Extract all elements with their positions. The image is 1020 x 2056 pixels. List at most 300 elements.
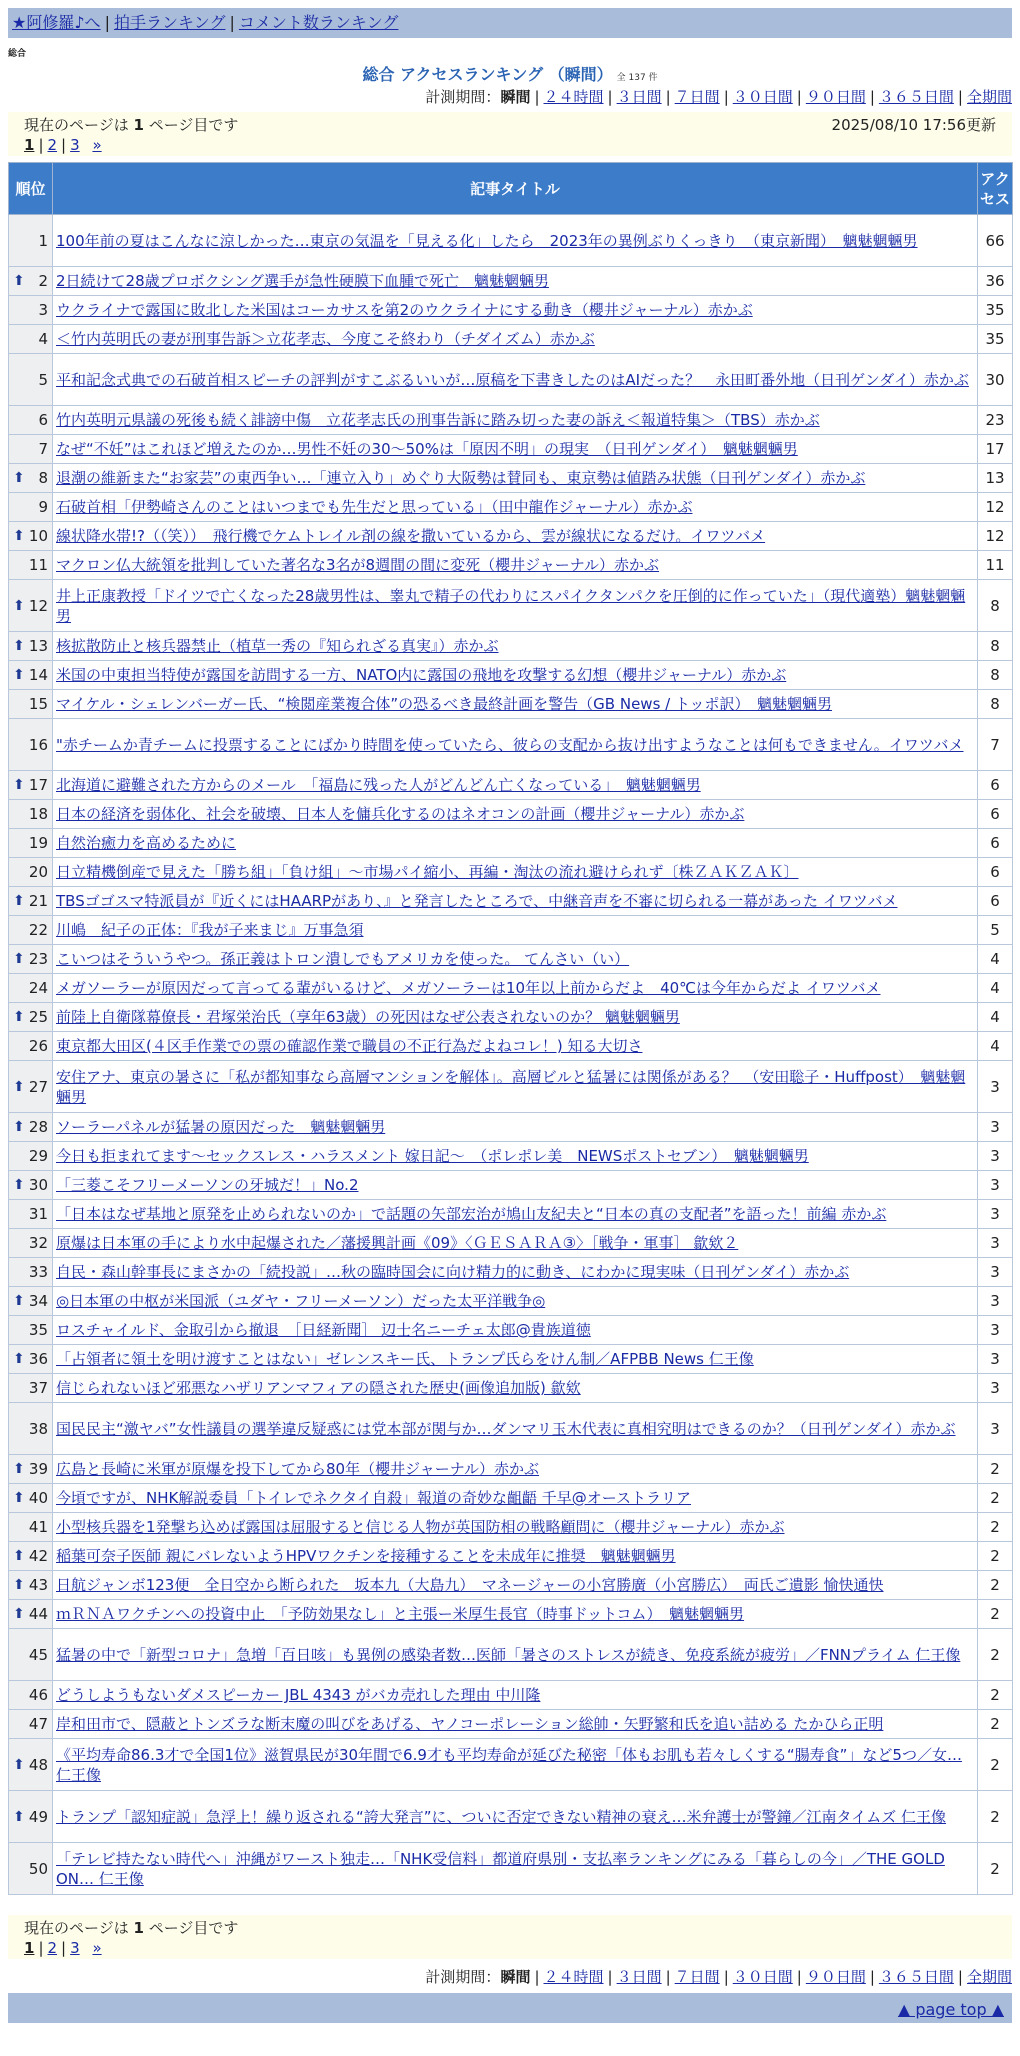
- title-cell: [53, 325, 978, 354]
- access-count: 2: [978, 1791, 1013, 1843]
- rank-cell: [9, 719, 53, 771]
- title-cell: [53, 800, 978, 829]
- article-link[interactable]: 原爆は日本軍の手により水中起爆された／藩援興計画《09》〈ＧＥＳＡＲＡ③〉［戦争・軍事］ 歙欸２: [56, 1234, 739, 1252]
- rank-number: 6: [38, 411, 48, 429]
- rank-number: 34: [28, 1292, 48, 1310]
- table-row: [9, 771, 1013, 800]
- rank-up-arrow-icon: ⬆: [13, 1119, 25, 1135]
- period-separator: |: [796, 1968, 802, 1986]
- article-link[interactable]: 《平均寿命86.3才で全国1位》滋賀県民が30年間で6.9才も平均寿命が延びた秘密「体もお肌も若々しくする“腸寿食”」など5つ／女… 仁王像: [56, 1745, 962, 1784]
- period-separator: |: [957, 1968, 963, 1986]
- rank-cell: [9, 829, 53, 858]
- rank-cell: [9, 1003, 53, 1032]
- title-cell: [53, 1142, 978, 1171]
- article-link[interactable]: ｍＲＮＡワクチンへの投資中止 「予防効果なし」と主張ー米厚生長官（時事ドットコム） 魑魅魍魎男: [56, 1605, 745, 1623]
- article-link[interactable]: 「三菱こそフリーメーソンの牙城だ！」No.2: [56, 1176, 359, 1194]
- period-link-1[interactable]: ３日間: [616, 1968, 662, 1986]
- access-count: 8: [978, 632, 1013, 661]
- rank-cell: [9, 1513, 53, 1542]
- article-link[interactable]: 「占領者に領土を明け渡すことはない」ゼレンスキー氏、トランプ氏らをけん制／AFPBB News 仁王像: [56, 1350, 754, 1368]
- article-link[interactable]: "赤チームか青チームに投票することにばかり時間を使っていたら、彼らの支配から抜け出すようなことは何もできません。イワツバメ: [56, 735, 964, 754]
- rank-number: 38: [28, 1419, 48, 1438]
- rank-number: 36: [28, 1350, 48, 1368]
- rank-number: 48: [28, 1755, 48, 1774]
- period-link-2[interactable]: ７日間: [674, 88, 720, 106]
- table-row: [9, 1374, 1013, 1403]
- rank-number: 30: [28, 1176, 48, 1194]
- rank-cell: [9, 1681, 53, 1710]
- title-cell: [53, 406, 978, 435]
- period-separator: |: [723, 88, 729, 106]
- access-count: 2: [978, 1571, 1013, 1600]
- article-link[interactable]: 米国の中東担当特使が露国を訪問する一方、NATO内に露国の飛地を攻撃する幻想（櫻井ジャーナル）赤かぶ: [56, 666, 787, 684]
- table-row: [9, 580, 1013, 632]
- rank-up-arrow-icon: ⬆: [13, 1756, 25, 1773]
- rank-up-arrow-icon: ⬆: [13, 893, 25, 909]
- rank-number: 10: [28, 527, 48, 545]
- rank-number: 20: [28, 863, 48, 881]
- rank-up-arrow-icon: ⬆: [13, 470, 25, 486]
- table-row: [9, 1681, 1013, 1710]
- access-count: 12: [978, 493, 1013, 522]
- ranking-table-body: [9, 215, 1013, 1895]
- rank-cell: [9, 435, 53, 464]
- rank-number: 35: [28, 1321, 48, 1339]
- access-count: 3: [978, 1171, 1013, 1200]
- access-count: 7: [978, 719, 1013, 771]
- rank-up-arrow-icon: ⬆: [13, 1078, 25, 1095]
- access-count: 8: [978, 661, 1013, 690]
- rank-cell: [9, 1629, 53, 1681]
- comment-ranking-link[interactable]: コメント数ランキング: [238, 13, 399, 32]
- title-cell: [53, 1113, 978, 1142]
- rank-number: 7: [38, 440, 48, 458]
- rank-cell: [9, 1484, 53, 1513]
- rank-up-arrow-icon: ⬆: [13, 951, 25, 967]
- article-link[interactable]: 2日続けて28歳プロボクシング選手が急性硬膜下血腫で死亡 魑魅魍魎男: [56, 272, 549, 290]
- title-cell: [53, 1200, 978, 1229]
- table-row: [9, 1061, 1013, 1113]
- rank-cell: [9, 771, 53, 800]
- rank-cell: [9, 632, 53, 661]
- next-page-link[interactable]: »: [92, 1939, 102, 1957]
- table-row: [9, 1600, 1013, 1629]
- title-cell: [53, 771, 978, 800]
- rank-number: 45: [28, 1645, 48, 1664]
- rank-cell: [9, 1142, 53, 1171]
- article-link[interactable]: 稲葉可奈子医師 親にバレないようHPVワクチンを接種することを未成年に推奨 魑魅魍魎男: [56, 1547, 676, 1565]
- rank-cell: [9, 1258, 53, 1287]
- period-separator: |: [534, 1968, 540, 1986]
- rank-cell: [9, 690, 53, 719]
- rank-up-arrow-icon: ⬆: [13, 1461, 25, 1477]
- rank-up-arrow-icon: ⬆: [13, 1009, 25, 1025]
- table-row: [9, 1032, 1013, 1061]
- rank-cell: [9, 1345, 53, 1374]
- updated-timestamp: 2025/08/10 17:56更新: [831, 116, 996, 134]
- rank-number: 17: [28, 776, 48, 794]
- period-link-0[interactable]: ２４時間: [543, 88, 604, 106]
- period-link-5[interactable]: ３６５日間: [878, 88, 954, 106]
- table-row: [9, 325, 1013, 354]
- rank-number: 26: [28, 1037, 48, 1055]
- rank-cell: [9, 1287, 53, 1316]
- access-count: 4: [978, 945, 1013, 974]
- article-link[interactable]: 前陸上自衛隊幕僚長・君塚栄治氏（享年63歳）の死因はなぜ公表されないのか？ 魑魅魍魎男: [56, 1008, 680, 1026]
- rank-cell: [9, 464, 53, 493]
- page-link-3[interactable]: 3: [70, 136, 80, 154]
- period-link-6[interactable]: 全期間: [966, 1968, 1012, 1986]
- period-selector-bottom: [425, 1966, 1012, 1987]
- rank-up-arrow-icon: ⬆: [13, 1490, 25, 1506]
- table-row: [9, 1513, 1013, 1542]
- rank-number: 27: [28, 1077, 48, 1096]
- article-link[interactable]: 岸和田市で、隠蔽とトンズラな断末魔の叫びをあげる、ヤノコーポレーション総帥・矢野繁和氏を追い詰める たかひら正明: [56, 1715, 884, 1733]
- title-cell: [53, 632, 978, 661]
- access-count: 3: [978, 1287, 1013, 1316]
- table-row: [9, 1287, 1013, 1316]
- title-cell: [53, 1316, 978, 1345]
- next-page-link[interactable]: »: [92, 136, 102, 154]
- table-row: [9, 1003, 1013, 1032]
- rank-number: 1: [38, 231, 48, 250]
- period-separator: |: [607, 88, 613, 106]
- title-cell: [53, 887, 978, 916]
- rank-cell: [9, 1061, 53, 1113]
- access-count: 5: [978, 916, 1013, 945]
- table-row: [9, 1200, 1013, 1229]
- period-separator: |: [665, 88, 671, 106]
- rank-number: 31: [28, 1205, 48, 1223]
- rank-up-arrow-icon: ⬆: [13, 273, 25, 289]
- rank-cell: [9, 493, 53, 522]
- article-link[interactable]: 自然治癒力を高めるために: [56, 834, 237, 852]
- nav-separator: |: [229, 13, 235, 32]
- title-cell: [53, 1287, 978, 1316]
- table-row: [9, 1345, 1013, 1374]
- current-page: 1: [24, 136, 35, 154]
- rank-number: 13: [28, 637, 48, 655]
- pager-top: [8, 112, 1012, 156]
- access-count: 6: [978, 771, 1013, 800]
- rank-number: 49: [28, 1807, 48, 1826]
- article-link[interactable]: 安住アナ、東京の暑さに「私が都知事なら高層マンションを解体」。高層ビルと猛暑には関係がある？ （安田聡子・Huffpost） 魑魅魍魎男: [56, 1067, 966, 1106]
- title-cell: [53, 1484, 978, 1513]
- article-link[interactable]: 「テレビ持たない時代へ」沖縄がワースト独走…「NHK受信料」都道府県別・支払率ランキングにみる「暮らしの今」／THE GOLD ON… 仁王像: [56, 1849, 945, 1888]
- rank-cell: [9, 1316, 53, 1345]
- title-cell: [53, 1032, 978, 1061]
- current-page: 1: [24, 1939, 35, 1957]
- table-row: [9, 267, 1013, 296]
- footer-bar: [8, 1993, 1012, 2023]
- rank-cell: [9, 1403, 53, 1455]
- article-link[interactable]: 広島と長崎に米軍が原爆を投下してから80年（櫻井ジャーナル）赤かぶ: [56, 1460, 540, 1478]
- rank-cell: [9, 1791, 53, 1843]
- period-link-5[interactable]: ３６５日間: [878, 1968, 954, 1986]
- article-link[interactable]: なぜ“不妊”はこれほど増えたのか…男性不妊の30～50%は「原因不明」の現実 （日刊ゲンダイ） 魑魅魍魎男: [56, 440, 798, 458]
- article-link[interactable]: 退潮の維新また“お家芸”の東西争い…「連立入り」めぐり大阪勢は賛同も、東京勢は値踏み状態（日刊ゲンダイ）赤かぶ: [56, 469, 866, 487]
- period-current: 瞬間: [500, 1968, 531, 1986]
- period-link-2[interactable]: ７日間: [674, 1968, 720, 1986]
- table-row: [9, 1542, 1013, 1571]
- rank-number: 18: [28, 805, 48, 823]
- rank-cell: [9, 1571, 53, 1600]
- rank-number: 43: [28, 1576, 48, 1594]
- rank-number: 4: [38, 330, 48, 348]
- table-row: [9, 1258, 1013, 1287]
- access-count: 3: [978, 1316, 1013, 1345]
- title-cell: [53, 354, 978, 406]
- article-link[interactable]: 「日本はなぜ基地と原発を止められないのか」で話題の矢部宏治が鳩山友紀夫と“日本の真の支配者”を語った！前編 赤かぶ: [56, 1205, 887, 1223]
- article-link[interactable]: 竹内英明元県議の死後も続く誹謗中傷 立花孝志氏の刑事告訴に踏み切った妻の訴え＜報道特集＞（TBS）赤かぶ: [56, 411, 820, 429]
- table-row: [9, 1455, 1013, 1484]
- period-link-0[interactable]: ２４時間: [543, 1968, 604, 1986]
- article-link[interactable]: 信じられないほど邪悪なハザリアンマフィアの隠された歴史(画像追加版) 歙欸: [56, 1379, 581, 1397]
- article-link[interactable]: 日航ジャンボ123便 全日空から断られた 坂本九（大島九） マネージャーの小宮勝廣（小宮勝広） 両氏ご遺影 愉快通快: [56, 1576, 884, 1594]
- table-row: [9, 354, 1013, 406]
- access-count: 6: [978, 800, 1013, 829]
- rank-cell: [9, 1710, 53, 1739]
- table-row: [9, 945, 1013, 974]
- title-cell: [53, 690, 978, 719]
- table-row: [9, 887, 1013, 916]
- table-row: [9, 1484, 1013, 1513]
- title-cell: [53, 1739, 978, 1791]
- article-link[interactable]: こいつはそういうやつ。孫正義はトロン潰しでもアメリカを使った。 てんさい（い）: [56, 950, 630, 968]
- title-cell: [53, 551, 978, 580]
- table-row: [9, 1229, 1013, 1258]
- article-link[interactable]: 北海道に避難された方からのメール 「福島に残った人がどんどん亡くなっている」 魑魅魍魎男: [56, 776, 701, 794]
- rank-cell: [9, 325, 53, 354]
- access-count: 4: [978, 1032, 1013, 1061]
- rank-up-arrow-icon: ⬆: [13, 777, 25, 793]
- table-row: [9, 858, 1013, 887]
- article-link[interactable]: どうしようもないダメスピーカー JBL 4343 がバカ売れした理由 中川隆: [56, 1686, 541, 1704]
- article-link[interactable]: 自民・森山幹事長にまさかの「続投説」…秋の臨時国会に向け精力的に動き、にわかに現実味（日刊ゲンダイ）赤かぶ: [56, 1263, 850, 1281]
- rank-up-arrow-icon: ⬆: [13, 1606, 25, 1622]
- title-cell: [53, 1600, 978, 1629]
- title-cell: [53, 296, 978, 325]
- access-count: 17: [978, 435, 1013, 464]
- rank-cell: [9, 522, 53, 551]
- article-link[interactable]: マイケル・シェレンバーガー氏、“検閲産業複合体”の恐るべき最終計画を警告（GB News / トッポ訳） 魑魅魍魎男: [56, 695, 833, 713]
- article-link[interactable]: ソーラーパネルが猛暑の原因だった 魑魅魍魎男: [56, 1118, 386, 1136]
- rank-number: 16: [28, 735, 48, 754]
- article-link[interactable]: ◎日本軍の中枢が米国派（ユダヤ・フリーメーソン）だった太平洋戦争◎: [56, 1292, 546, 1310]
- rank-number: 11: [28, 556, 48, 574]
- access-count: 3: [978, 1258, 1013, 1287]
- title-cell: [53, 1345, 978, 1374]
- page-status: 現在のページは 1 ページ目です: [24, 1919, 239, 1937]
- article-link[interactable]: トランプ「認知症説」急浮上！繰り返される“誇大発言”に、ついに否定できない精神の衰え…米弁護士が警鐘／江南タイムズ 仁王像: [56, 1807, 947, 1826]
- rank-cell: [9, 1600, 53, 1629]
- column-header-title: 記事タイトル: [53, 163, 978, 215]
- rank-cell: [9, 1455, 53, 1484]
- article-link[interactable]: 日立精機倒産で見えた「勝ち組」「負け組」～市場パイ縮小、再編・淘汰の流れ避けられず〔株ＺＡＫＺＡＫ〕: [56, 863, 799, 881]
- title-cell: [53, 1710, 978, 1739]
- access-count: 3: [978, 1229, 1013, 1258]
- rank-up-arrow-icon: ⬆: [13, 597, 25, 614]
- rank-number: 15: [28, 695, 48, 713]
- article-link[interactable]: 石破首相「伊勢崎さんのことはいつまでも先生だと思っている」（田中龍作ジャーナル）赤かぶ: [56, 498, 693, 516]
- title-cell: [53, 1843, 978, 1895]
- access-count: 8: [978, 580, 1013, 632]
- page-title: [0, 62, 1020, 85]
- rank-number: 5: [38, 370, 48, 389]
- access-count: 3: [978, 1061, 1013, 1113]
- article-link[interactable]: 核拡散防止と核兵器禁止（植草一秀の『知られざる真実』）赤かぶ: [56, 637, 499, 655]
- article-link[interactable]: TBSゴゴスマ特派員が『近くにはHAARPがあり、』と発言したところで、中継音声を不審に切られる一幕があった イワツバメ: [56, 892, 898, 910]
- rank-cell: [9, 1032, 53, 1061]
- article-link[interactable]: 猛暑の中で「新型コロナ」急増「百日咳」も異例の感染者数…医師「暑さのストレスが続き、免疫系統が疲労」／FNNプライム 仁王像: [56, 1645, 961, 1664]
- table-row: [9, 719, 1013, 771]
- period-link-6[interactable]: 全期間: [966, 88, 1012, 106]
- article-link[interactable]: 線状降水帯!?（（笑）） 飛行機でケムトレイル剤の線を撒いているから、雲が線状になるだけ。イワツバメ: [56, 527, 766, 545]
- rank-cell: [9, 1843, 53, 1895]
- period-label: 計測期間：: [425, 88, 501, 106]
- table-row: [9, 551, 1013, 580]
- page-links: 1 | 2 | 3 »: [24, 136, 102, 154]
- article-link[interactable]: ウクライナで露国に敗北した米国はコーカサスを第2のウクライナにする動き（櫻井ジャーナル）赤かぶ: [56, 301, 753, 319]
- access-count: 66: [978, 215, 1013, 267]
- title-cell: [53, 267, 978, 296]
- rank-number: 25: [28, 1008, 48, 1026]
- title-cell: [53, 829, 978, 858]
- article-link[interactable]: ＜竹内英明氏の妻が刑事告訴＞立花孝志、今度こそ終わり（チダイズム）赤かぶ: [56, 330, 595, 348]
- rank-number: 19: [28, 834, 48, 852]
- table-row: [9, 974, 1013, 1003]
- rank-number: 28: [28, 1118, 48, 1136]
- access-count: 2: [978, 1681, 1013, 1710]
- article-link[interactable]: 今頃ですが、NHK解説委員「トイレでネクタイ自殺」報道の奇妙な齟齬 千早@オーストラリア: [56, 1489, 692, 1507]
- access-count: 12: [978, 522, 1013, 551]
- rank-cell: [9, 1200, 53, 1229]
- table-row: [9, 1142, 1013, 1171]
- rank-up-arrow-icon: ⬆: [13, 1808, 25, 1825]
- access-count: 2: [978, 1513, 1013, 1542]
- rank-number: 14: [28, 666, 48, 684]
- period-separator: |: [957, 88, 963, 106]
- rank-number: 37: [28, 1379, 48, 1397]
- rank-up-arrow-icon: ⬆: [13, 1351, 25, 1367]
- period-current: 瞬間: [500, 88, 531, 106]
- table-row: [9, 829, 1013, 858]
- article-link[interactable]: 東京都大田区(４区手作業での票の確認作業で職員の不正行為だよねコレ！) 知る大切さ: [56, 1037, 643, 1055]
- article-link[interactable]: 今日も拒まれてます～セックスレス・ハラスメント 嫁日記～ （ポレポレ美 NEWSポストセブン） 魑魅魍魎男: [56, 1147, 809, 1165]
- table-row: [9, 493, 1013, 522]
- home-link[interactable]: ★阿修羅♪へ: [12, 13, 101, 32]
- rank-up-arrow-icon: ⬆: [13, 667, 25, 683]
- rank-number: 40: [28, 1489, 48, 1507]
- article-link[interactable]: マクロン仏大統領を批判していた著名な3名が8週間の間に変死（櫻井ジャーナル）赤かぶ: [56, 556, 660, 574]
- article-link[interactable]: 平和記念式典での石破首相スピーチの評判がすこぶるいいが…原稿を下書きしたのはAIだった？ 永田町番外地（日刊ゲンダイ）赤かぶ: [56, 370, 969, 389]
- table-row: [9, 1629, 1013, 1681]
- access-count: 11: [978, 551, 1013, 580]
- rank-number: 33: [28, 1263, 48, 1281]
- rank-cell: [9, 887, 53, 916]
- rank-up-arrow-icon: ⬆: [13, 638, 25, 654]
- table-row: [9, 1316, 1013, 1345]
- access-count: 30: [978, 354, 1013, 406]
- table-row: [9, 1710, 1013, 1739]
- page-link-2[interactable]: 2: [47, 136, 58, 154]
- article-link[interactable]: 井上正康教授「ドイツで亡くなった28歳男性は、睾丸で精子の代わりにスパイクタンパクを圧倒的に作っていた」（現代適塾）魑魅魍魎男: [56, 586, 966, 625]
- table-row: [9, 632, 1013, 661]
- article-link[interactable]: 国民民主“激ヤバ”女性議員の選挙違反疑惑には党本部が関与か…ダンマリ玉木代表に真相究明はできるのか？（日刊ゲンダイ）赤かぶ: [56, 1419, 956, 1438]
- period-link-3[interactable]: ３０日間: [732, 88, 793, 106]
- article-link[interactable]: 小型核兵器を1発撃ち込めば露国は屈服すると信じる人物が英国防相の戦略顧問に（櫻井ジャーナル）赤かぶ: [56, 1518, 785, 1536]
- period-link-4[interactable]: ９０日間: [805, 1968, 866, 1986]
- title-cell: [53, 1542, 978, 1571]
- rank-up-arrow-icon: ⬆: [13, 1177, 25, 1193]
- period-link-1[interactable]: ３日間: [616, 88, 662, 106]
- rank-number: 2: [38, 272, 48, 290]
- article-link[interactable]: メガソーラーが原因だって言ってる輩がいるけど、メガソーラーは10年以上前からだよ 40℃は今年からだよ イワツバメ: [56, 979, 881, 997]
- period-selector-top: [425, 86, 1012, 107]
- title-cell: [53, 661, 978, 690]
- page-top-link[interactable]: ▲ page top ▲: [897, 2000, 1004, 2019]
- table-row: [9, 916, 1013, 945]
- period-link-4[interactable]: ９０日間: [805, 88, 866, 106]
- access-count: 6: [978, 829, 1013, 858]
- article-count: 全 137 件: [616, 73, 658, 83]
- article-link[interactable]: ロスチャイルド、金取引から撤退 ［日経新聞］ 辺士名ニーチェ太郎@貴族道徳: [56, 1321, 591, 1339]
- page-title-text: 総合 アクセスランキング （瞬間）: [362, 65, 613, 84]
- table-row: [9, 215, 1013, 267]
- title-cell: [53, 1003, 978, 1032]
- title-cell: [53, 1571, 978, 1600]
- title-cell: [53, 1681, 978, 1710]
- period-separator: |: [665, 1968, 671, 1986]
- pager-bottom: [8, 1915, 1012, 1959]
- rank-number: 41: [28, 1518, 48, 1536]
- period-link-3[interactable]: ３０日間: [732, 1968, 793, 1986]
- column-header-access: アクセス: [978, 163, 1013, 215]
- title-cell: [53, 1791, 978, 1843]
- table-row: [9, 1403, 1013, 1455]
- access-count: 13: [978, 464, 1013, 493]
- page-links: 1 | 2 | 3 »: [24, 1939, 102, 1957]
- period-separator: |: [796, 88, 802, 106]
- article-link[interactable]: 100年前の夏はこんなに涼しかった…東京の気温を「見える化」したら 2023年の異例ぶりくっきり （東京新聞） 魑魅魍魎男: [56, 231, 918, 250]
- rank-up-arrow-icon: ⬆: [13, 528, 25, 544]
- rank-number: 44: [28, 1605, 48, 1623]
- access-count: 2: [978, 1484, 1013, 1513]
- rank-number: 50: [28, 1859, 48, 1878]
- rank-cell: [9, 296, 53, 325]
- rank-cell: [9, 945, 53, 974]
- access-count: 4: [978, 974, 1013, 1003]
- page-link-2[interactable]: 2: [47, 1939, 58, 1957]
- rank-cell: [9, 858, 53, 887]
- page-link-3[interactable]: 3: [70, 1939, 80, 1957]
- rank-number: 8: [38, 469, 48, 487]
- access-count: 36: [978, 267, 1013, 296]
- title-cell: [53, 435, 978, 464]
- applause-ranking-link[interactable]: 拍手ランキング: [113, 13, 226, 32]
- article-link[interactable]: 川嶋 紀子の正体：『我が子来まじ』万事急須: [56, 921, 364, 939]
- access-count: 8: [978, 690, 1013, 719]
- rank-cell: [9, 580, 53, 632]
- article-link[interactable]: 日本の経済を弱体化、社会を破壊、日本人を傭兵化するのはネオコンの計画（櫻井ジャーナル）赤かぶ: [56, 805, 745, 823]
- access-count: 2: [978, 1843, 1013, 1895]
- title-cell: [53, 1455, 978, 1484]
- access-count: 3: [978, 1142, 1013, 1171]
- access-count: 23: [978, 406, 1013, 435]
- top-nav-bar: [8, 8, 1012, 38]
- period-separator: |: [607, 1968, 613, 1986]
- access-count: 35: [978, 296, 1013, 325]
